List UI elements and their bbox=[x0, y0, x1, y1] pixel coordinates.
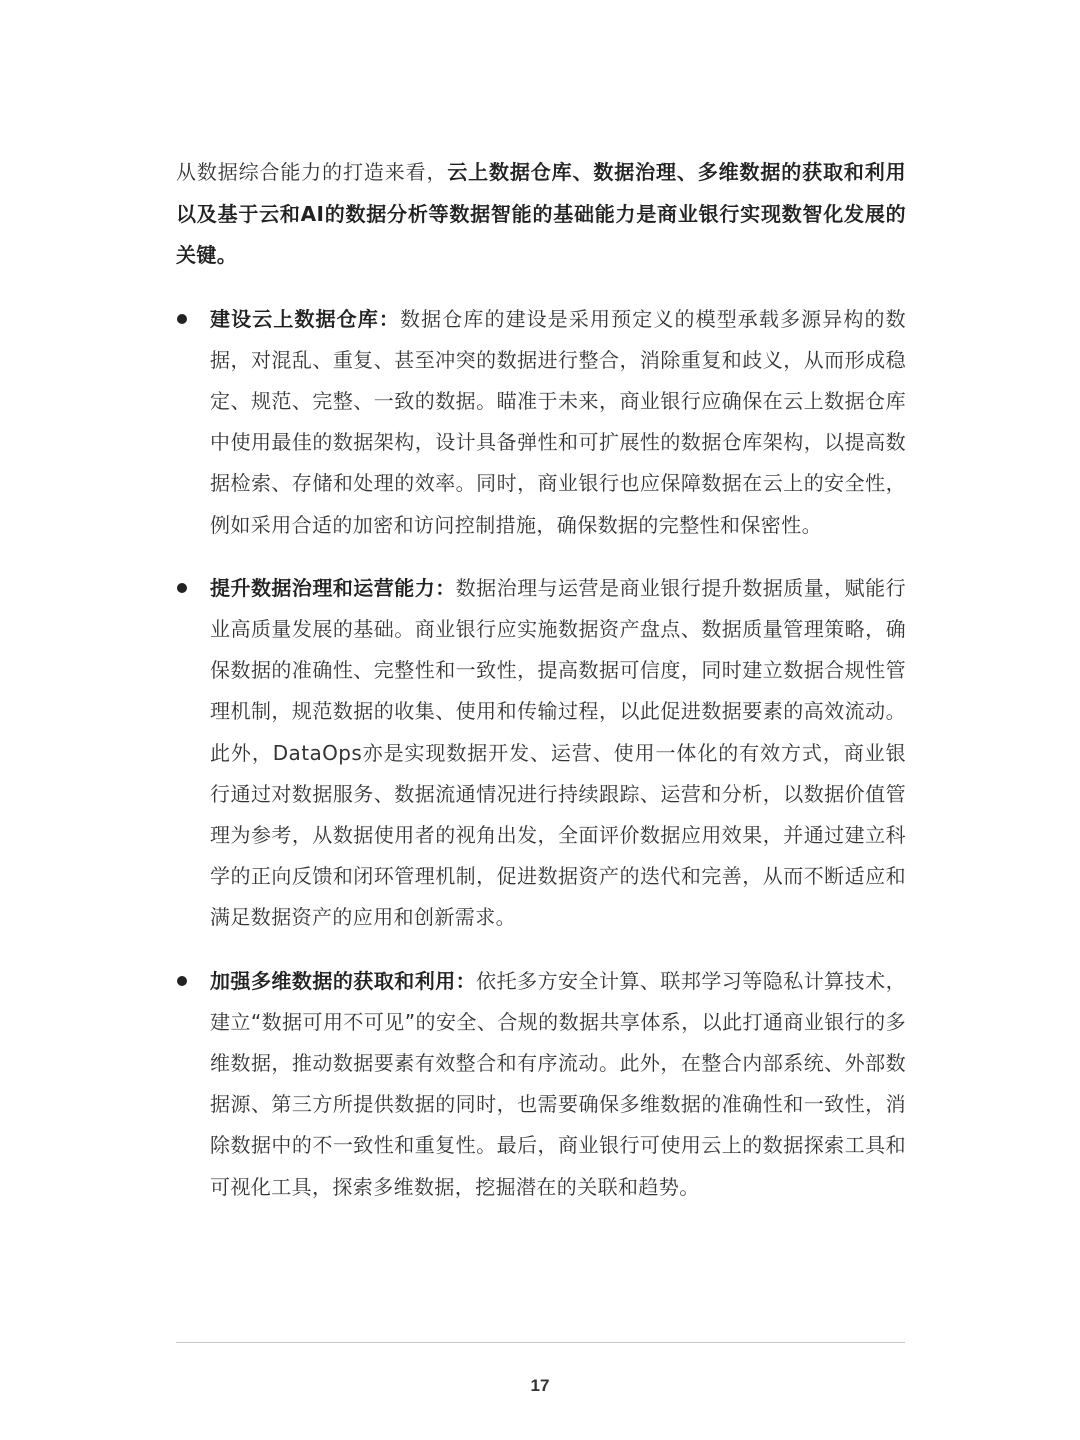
page-number: 17 bbox=[530, 1376, 550, 1395]
bullet-list bbox=[176, 299, 906, 1208]
list-item-title: 加强多维数据的获取和利用： bbox=[210, 968, 477, 993]
intro-normal-text: 从数据综合能力的打造来看， bbox=[176, 160, 448, 184]
list-item bbox=[176, 299, 906, 546]
list-item-text: 数据治理与运营是商业银行提升数据质量，赋能行业高质量发展的基础。商业银行应实施数据资产盘点、数据质量管理策略，确保数据的准确性、完整性和一致性，提高数据可信度，同时建立数据合规性管理机制，规范数据的收集、使用和传输过程，以此促进数据要素的高效流动。此外，DataOps亦是实现数据开发、运营、使用一体化的有效方式，商业银行通过对数据服务、数据流通情况进行持续跟踪、运营和分析，以数据价值管理为参考，从数据使用者的视角出发，全面评价数据应用效果，并通过建立科学的正向反馈和闭环管理机制，促进数据资产的迭代和完善，从而不断适应和满足数据资产的应用和创新需求。 bbox=[210, 575, 906, 930]
list-item bbox=[176, 568, 906, 939]
intro-paragraph bbox=[176, 152, 906, 277]
list-item-text: 数据仓库的建设是采用预定义的模型承载多源异构的数据，对混乱、重复、甚至冲突的数据进行整合，消除重复和歧义，从而形成稳定、规范、完整、一致的数据。瞄准于未来，商业银行应确保在云上数据仓库中使用最佳的数据架构，设计具备弹性和可扩展性的数据仓库架构，以提高数据检索、存储和处理的效率。同时，商业银行也应保障数据在云上的安全性，例如采用合适的加密和访问控制措施，确保数据的完整性和保密性。 bbox=[210, 306, 906, 537]
bullet-dot-icon bbox=[177, 976, 187, 986]
bullet-dot-icon bbox=[177, 314, 187, 324]
intro-bold-text: 云上数据仓库、数据治理、多维数据的获取和利用以及基于云和AI的数据分析等数据智能的基础能力是商业银行实现数智化发展的关键。 bbox=[176, 160, 906, 267]
footer-divider bbox=[176, 1342, 905, 1343]
list-item-text: 依托多方安全计算、联邦学习等隐私计算技术，建立“数据可用不可见”的安全、合规的数据共享体系，以此打通商业银行的多维数据，推动数据要素有效整合和有序流动。此外，在整合内部系统、外部数据源、第三方所提供数据的同时，也需要确保多维数据的准确性和一致性，消除数据中的不一致性和重复性。最后，商业银行可使用云上的数据探索工具和可视化工具，探索多维数据，挖掘潜在的关联和趋势。 bbox=[210, 968, 907, 1199]
list-item-title: 建设云上数据仓库： bbox=[210, 306, 401, 331]
list-item bbox=[176, 961, 906, 1208]
page-content bbox=[176, 152, 906, 1208]
list-item-title: 提升数据治理和运营能力： bbox=[210, 575, 456, 600]
bullet-dot-icon bbox=[177, 583, 187, 593]
